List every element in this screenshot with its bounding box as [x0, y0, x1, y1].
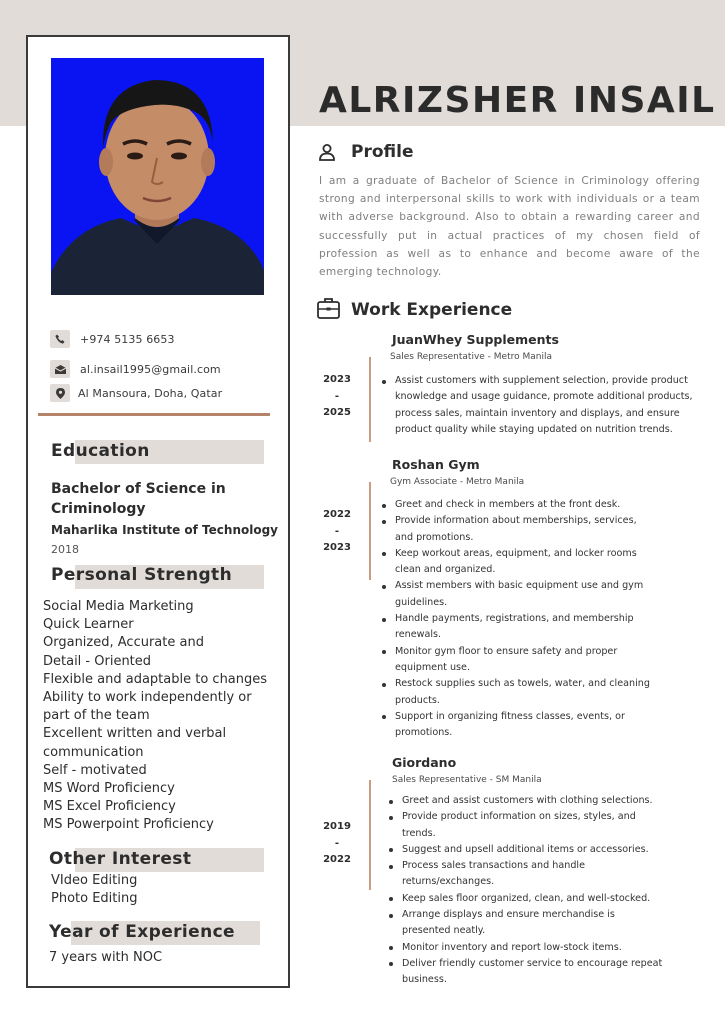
bullet-line: renewals. — [395, 629, 442, 641]
list-item — [380, 578, 650, 611]
list-item: Social Media Marketing — [43, 599, 194, 614]
bullet-line: Arrange displays and ensure merchandise is — [402, 909, 615, 921]
bullet-line: trends. — [402, 827, 436, 839]
list-item: Excellent written and verbal — [43, 726, 227, 742]
year-end: 2022 — [323, 854, 351, 865]
list-item — [387, 809, 662, 842]
work-experience-heading: Work Experience — [351, 300, 513, 320]
list-item — [387, 907, 662, 940]
bullet-line: product quality while staying updated on nutrition trends. — [395, 423, 673, 435]
profile-summary: I am a graduate of Bachelor of Science in Criminology offering strong and interpersonal skills to work with individuals or a team with adverse background. Also to obtain a rewarding career and successfully put in actual practices of my chosen field of profession as well as to enhance and become aware of the emerging technology. — [319, 175, 700, 279]
bullet-line: business. — [402, 974, 447, 986]
strength-heading: Personal Strength — [51, 565, 233, 585]
bullet-line: guidelines. — [395, 596, 448, 608]
bullet-line: Greet and assist customers with clothing selections. — [402, 795, 653, 806]
bullet-line: returns/exchanges. — [402, 876, 495, 888]
portrait-image — [51, 58, 264, 295]
bullet-line: clean and organized. — [395, 564, 496, 576]
list-item — [380, 497, 650, 513]
contact-phone — [50, 330, 175, 348]
phone-text: +974 5135 6653 — [80, 332, 175, 346]
profile-heading: Profile — [351, 142, 414, 162]
profile-photo — [51, 58, 264, 295]
list-item: communication — [43, 744, 144, 760]
job-company-juanwhey: JuanWhey Supplements — [392, 332, 559, 347]
experience-years-heading: Year of Experience — [49, 922, 235, 942]
bullet-line: Keep sales floor organized, clean, and well-stocked. — [402, 892, 651, 904]
bullet-line: Support in organizing fitness classes, events, or — [395, 710, 625, 722]
bullet-line: Keep workout areas, equipment, and locker rooms — [395, 547, 637, 559]
list-item: Detail - Oriented — [43, 653, 152, 669]
year-start: 2022 — [323, 509, 351, 520]
candidate-name: ALRIZSHER INSAIL — [319, 80, 716, 121]
timeline-line — [369, 482, 371, 580]
list-item: Photo Editing — [51, 891, 138, 906]
degree-line-1: Bachelor of Science in — [51, 481, 226, 497]
degree-line-2: Criminology — [51, 501, 146, 517]
list-item — [380, 373, 693, 438]
list-item: VIdeo Editing — [51, 873, 138, 888]
email-text[interactable]: al.insail1995@gmail.com — [80, 362, 221, 376]
envelope-icon — [50, 360, 70, 378]
location-pin-icon — [50, 384, 70, 402]
bullet-line: Assist members with basic equipment use and gym — [395, 580, 644, 592]
education-heading: Education — [51, 441, 150, 461]
contact-address — [50, 384, 222, 402]
job-role-juanwhey: Sales Representative - Metro Manila — [390, 352, 552, 362]
list-item — [380, 513, 650, 546]
list-item — [380, 644, 650, 677]
list-item: part of the team — [43, 708, 150, 724]
bullet-line: Handle payments, registrations, and membership — [395, 613, 634, 625]
list-item — [387, 956, 662, 989]
year-separator: - — [334, 525, 340, 537]
bullet-line: products. — [395, 694, 440, 706]
job-years-giordano — [317, 819, 357, 869]
bullet-line: Deliver friendly customer service to encourage repeat — [402, 957, 663, 969]
list-item: Self - motivated — [43, 762, 147, 778]
job-duties-roshan — [380, 497, 650, 741]
list-item — [380, 611, 650, 644]
list-item: MS Powerpoint Proficiency — [43, 817, 214, 833]
person-icon — [318, 143, 336, 165]
list-item — [380, 546, 650, 579]
bullet-line: and promotions. — [395, 531, 474, 543]
job-years-juanwhey — [317, 372, 357, 422]
list-item — [387, 793, 662, 809]
bullet-line: Process sales transactions and handle — [402, 860, 585, 872]
bullet-line: Suggest and upsell additional items or accessories. — [402, 843, 649, 855]
list-item: Organized, Accurate and — [43, 635, 204, 651]
job-years-roshan — [317, 507, 357, 557]
job-duties-giordano — [387, 793, 662, 989]
bullet-line: Restock supplies such as towels, water, and cleaning — [395, 678, 650, 690]
school-name: Maharlika Institute of Technology — [51, 523, 278, 537]
list-item — [387, 940, 662, 956]
bullet-line: knowledge and usage guidance, promote additional products, — [395, 391, 693, 403]
year-start: 2019 — [323, 821, 351, 832]
contact-email — [50, 360, 221, 378]
graduation-year: 2018 — [51, 543, 79, 556]
bullet-line: Assist customers with supplement selection, provide product — [395, 375, 688, 386]
bullet-line: presented neatly. — [402, 925, 486, 937]
interest-heading: Other Interest — [49, 849, 192, 869]
list-item — [387, 891, 662, 907]
briefcase-icon — [317, 297, 340, 323]
list-item: Flexible and adaptable to changes — [43, 671, 268, 687]
year-separator: - — [334, 390, 340, 402]
bullet-line: Monitor gym floor to ensure safety and proper — [395, 645, 618, 657]
bullet-line: Provide product information on sizes, styles, and — [402, 811, 636, 823]
list-item: MS Word Proficiency — [43, 781, 175, 797]
list-item: Ability to work independently or — [43, 690, 252, 706]
job-role-giordano: Sales Representative - SM Manila — [392, 775, 542, 785]
strength-list — [43, 598, 267, 835]
sidebar-divider — [38, 413, 270, 416]
experience-years-value: 7 years with NOC — [49, 950, 163, 965]
bullet-line: equipment use. — [395, 661, 470, 673]
job-company-giordano: Giordano — [392, 755, 457, 770]
job-role-roshan: Gym Associate - Metro Manila — [390, 477, 525, 487]
year-separator: - — [334, 837, 340, 849]
interest-list — [51, 872, 138, 908]
list-item — [387, 858, 662, 891]
bullet-line: Monitor inventory and report low-stock items. — [402, 941, 622, 953]
year-end: 2023 — [323, 542, 351, 553]
bullet-line: promotions. — [395, 727, 453, 739]
phone-icon — [50, 330, 70, 348]
timeline-line — [369, 357, 371, 442]
bullet-line: process sales, maintain inventory and displays, and ensure — [395, 407, 680, 419]
job-company-roshan: Roshan Gym — [392, 457, 480, 472]
list-item — [380, 676, 650, 709]
job-duties-juanwhey — [380, 373, 693, 438]
year-end: 2025 — [323, 407, 351, 418]
list-item: MS Excel Proficiency — [43, 799, 176, 815]
bullet-line: Greet and check in members at the front desk. — [395, 499, 621, 510]
list-item: Quick Learner — [43, 617, 134, 633]
list-item — [387, 842, 662, 858]
bullet-line: Provide information about memberships, services, — [395, 515, 637, 527]
timeline-line — [369, 780, 371, 890]
year-start: 2023 — [323, 374, 351, 385]
address-text: Al Mansoura, Doha, Qatar — [78, 386, 223, 400]
list-item — [380, 709, 650, 742]
